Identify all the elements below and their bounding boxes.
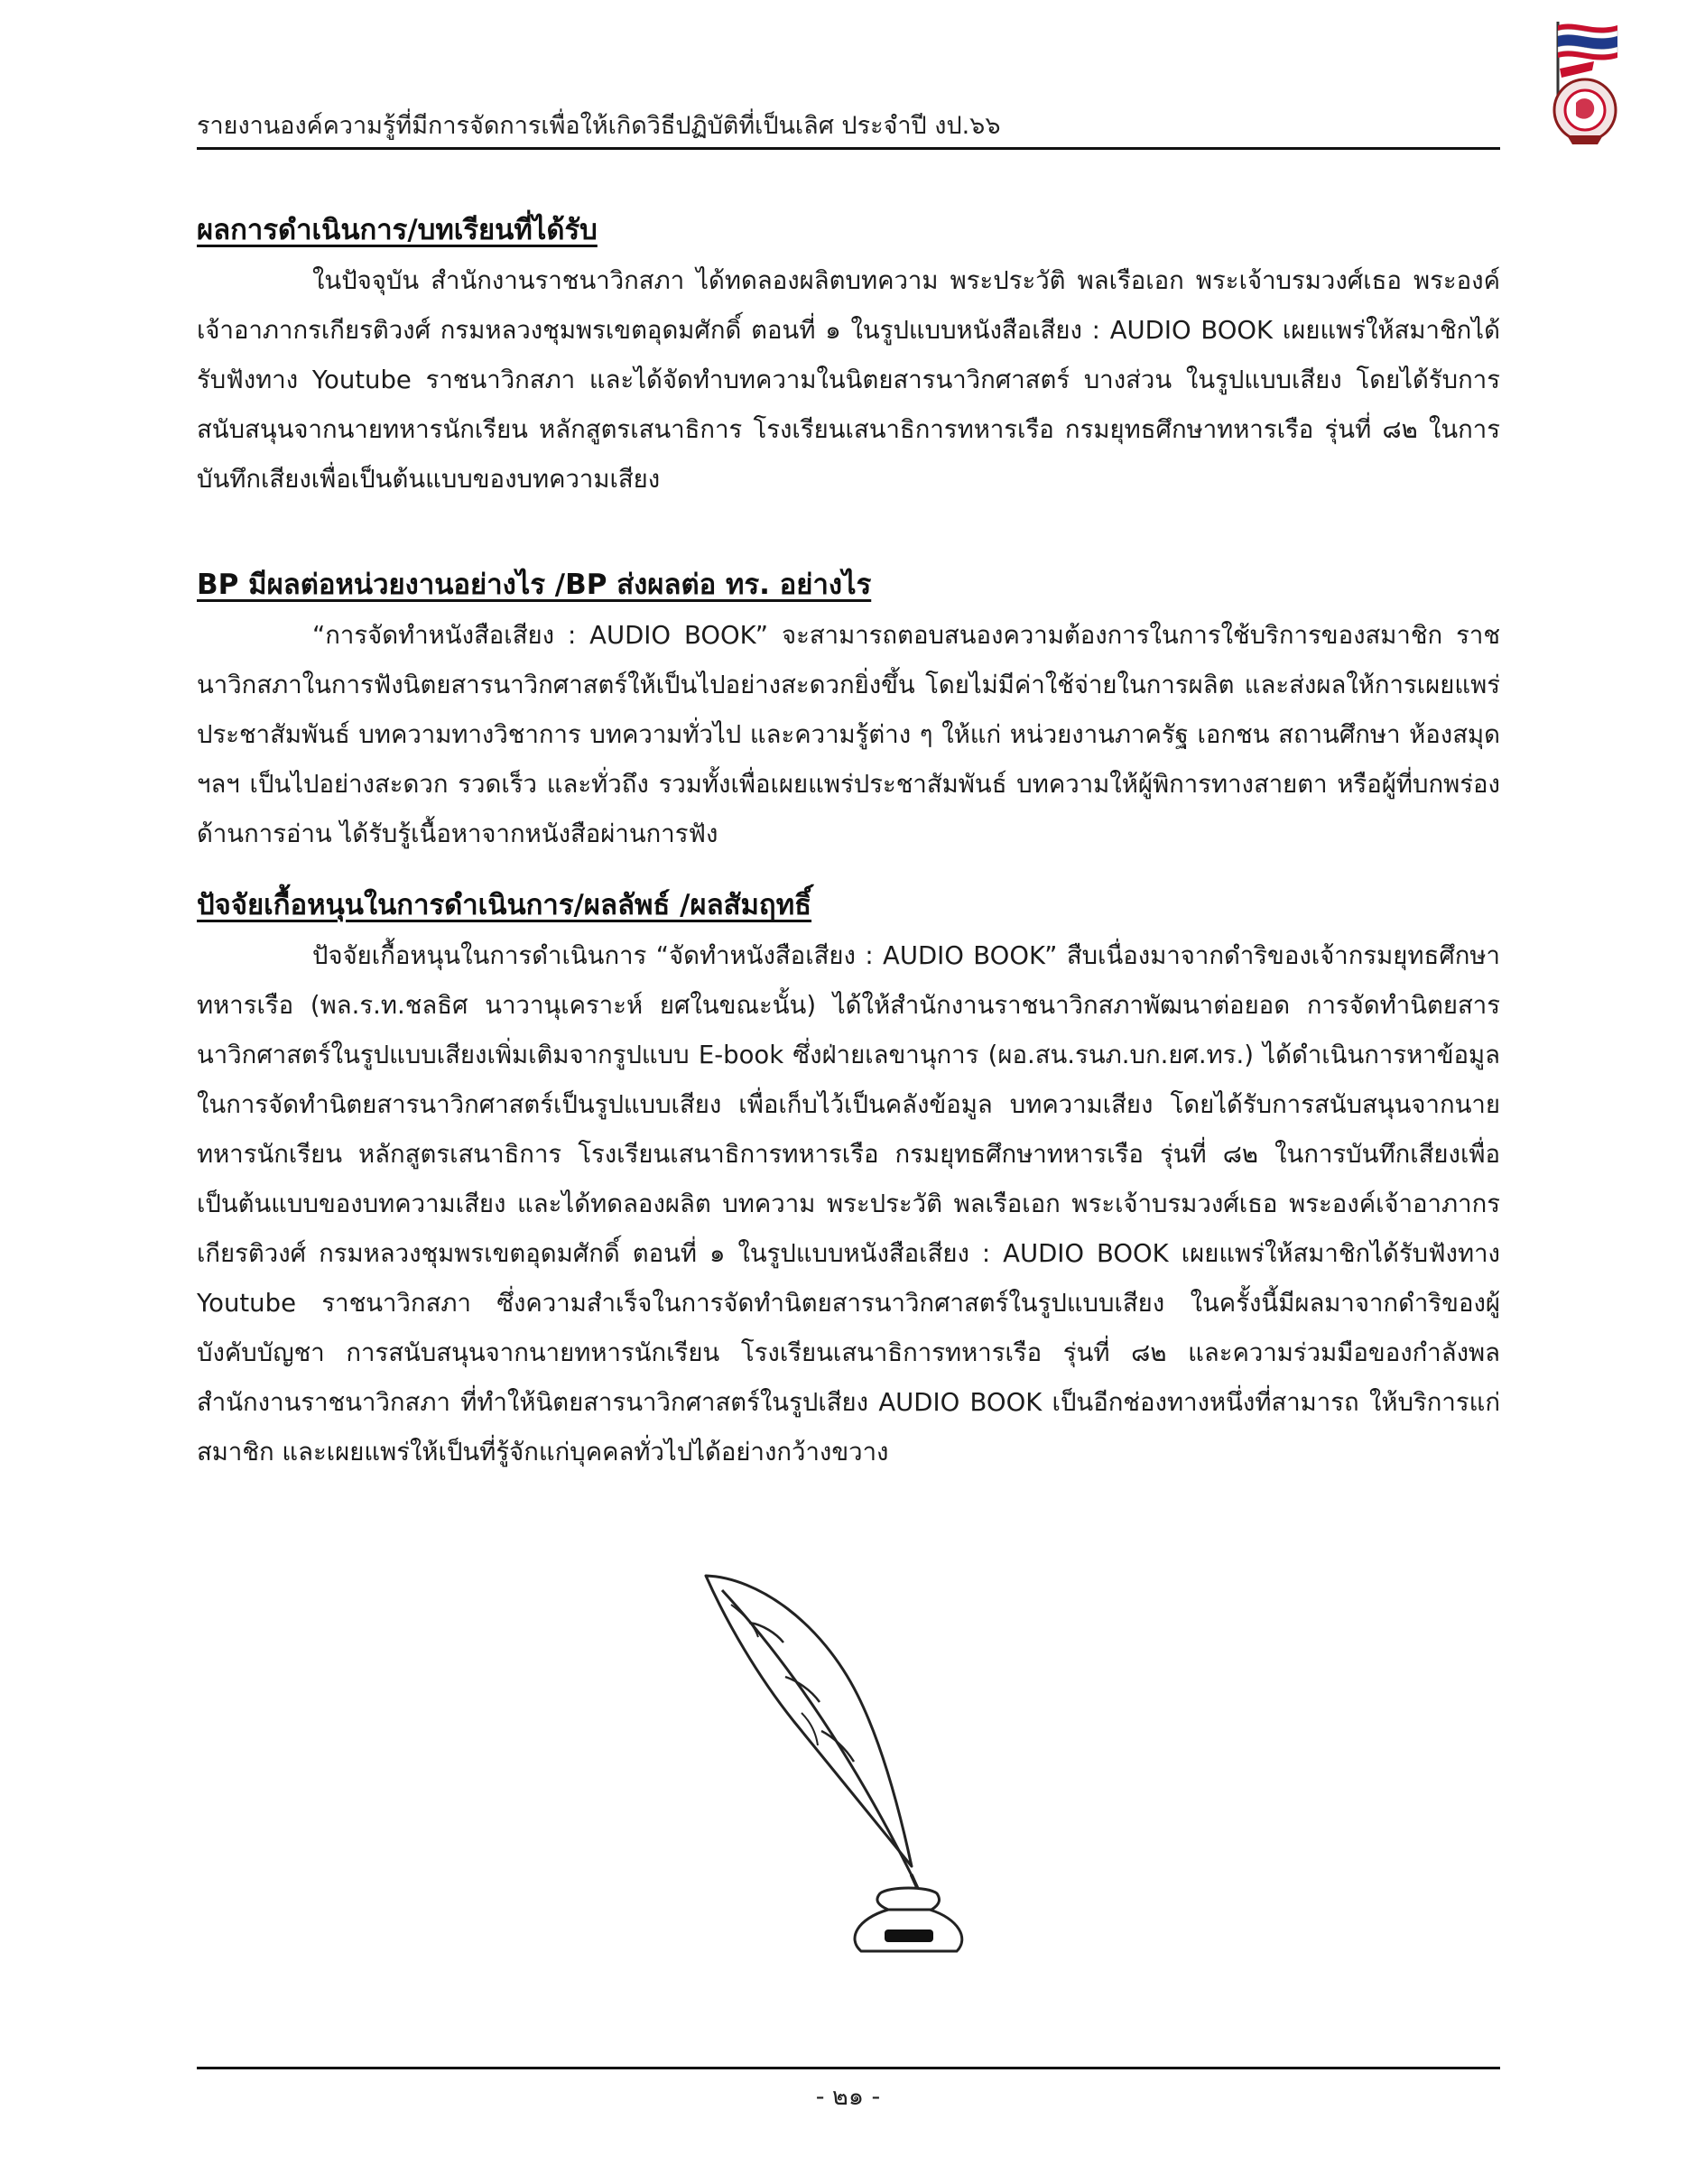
section-heading: BP มีผลต่อหน่วยงานอย่างไร /BP ส่งผลต่อ ทร. อย่างไร [197, 569, 872, 601]
section-heading: ผลการดำเนินการ/บทเรียนที่ได้รับ [197, 214, 598, 246]
section-paragraph: “การจัดทำหนังสือเสียง : AUDIO BOOK” จะสามารถตอบสนองความต้องการในการใช้บริการของสมาชิก ราชนาวิกสภาในการฟังนิตยสารนาวิกศาสตร์ให้เป็นไปอย่างสะดวกยิ่งขึ้น โดยไม่มีค่าใช้จ่ายในการผลิต และส่งผลให้การเผยแพร่ประชาสัมพันธ์ บทความทางวิชาการ บทความทั่วไป และความรู้ต่าง ๆ ให้แก่ หน่วยงานภาครัฐ เอกชน สถานศึกษา ห้องสมุด ฯลฯ เป็นไปอย่างสะดวก รวดเร็ว และทั่วถึง รวมทั้งเพื่อเผยแพร่ประชาสัมพันธ์ บทความให้ผู้พิการทางสายตา หรือผู้ที่บกพร่องด้านการอ่าน ได้รับรู้เนื้อหาจากหนังสือผ่านการฟัง [197, 621, 1500, 848]
footer-divider [197, 2067, 1500, 2069]
header-divider [197, 147, 1500, 150]
section-heading: ปัจจัยเกื้อหนุนในการดำเนินการ/ผลลัพธ์ /ผลสัมฤทธิ์ [197, 889, 812, 921]
section-bp-impact [197, 564, 1500, 859]
page-header-title: รายงานองค์ความรู้ที่มีการจัดการเพื่อให้เกิดวิธีปฏิบัติที่เป็นเลิศ ประจำปี งป.๖๖ [197, 112, 1001, 140]
section-paragraph: ในปัจจุบัน สำนักงานราชนาวิกสภา ได้ทดลองผลิตบทความ พระประวัติ พลเรือเอก พระเจ้าบรมวงศ์เธอ พระองค์เจ้าอาภากรเกียรติวงศ์ กรมหลวงชุมพรเขตอุดมศักดิ์ ตอนที่ ๑ ในรูปแบบหนังสือเสียง : AUDIO BOOK เผยแพร่ให้สมาชิกได้รับฟังทาง Youtube ราชนาวิกสภา และได้จัดทำบทความในนิตยสารนาวิกศาสตร์ บางส่วน ในรูปแบบเสียง โดยได้รับการสนับสนุนจากนายทหารนักเรียน หลักสูตรเสนาธิการ โรงเรียนเสนาธิการทหารเรือ กรมยุทธศึกษาทหารเรือ รุ่นที่ ๘๒ ในการบันทึกเสียงเพื่อเป็นต้นแบบของบทความเสียง [197, 266, 1500, 494]
quill-inkwell-icon [695, 1569, 966, 1957]
section-supporting-factors [197, 884, 1500, 1477]
page-number: - ๒๑ - [815, 2083, 881, 2111]
section-results-lessons [197, 209, 1500, 504]
navy-flag-emblem-icon [1540, 16, 1625, 150]
section-paragraph: ปัจจัยเกื้อหนุนในการดำเนินการ “จัดทำหนังสือเสียง : AUDIO BOOK” สืบเนื่องมาจากดำริของเจ้ากรมยุทธศึกษาทหารเรือ (พล.ร.ท.ชลธิศ นาวานุเคราะห์ ยศในขณะนั้น) ได้ให้สำนักงานราชนาวิกสภาพัฒนาต่อยอด การจัดทำนิตยสารนาวิกศาสตร์ในรูปแบบเสียงเพิ่มเติมจากรูปแบบ E-book ซึ่งฝ่ายเลขานุการ (ผอ.สน.รนภ.บก.ยศ.ทร.) ได้ดำเนินการหาข้อมูลในการจัดทำนิตยสารนาวิกศาสตร์เป็นรูปแบบเสียง เพื่อเก็บไว้เป็นคลังข้อมูล บทความเสียง โดยได้รับการสนับสนุนจากนายทหารนักเรียน หลักสูตรเสนาธิการ โรงเรียนเสนาธิการทหารเรือ กรมยุทธศึกษาทหารเรือ รุ่นที่ ๘๒ ในการบันทึกเสียงเพื่อเป็นต้นแบบของบทความเสียง และได้ทดลองผลิต บทความ พระประวัติ พลเรือเอก พระเจ้าบรมวงศ์เธอ พระองค์เจ้าอาภากรเกียรติวงศ์ กรมหลวงชุมพรเขตอุดมศักดิ์ ตอนที่ ๑ ในรูปแบบหนังสือเสียง : AUDIO BOOK เผยแพร่ให้สมาชิกได้รับฟังทาง Youtube ราชนาวิกสภา ซึ่งความสำเร็จในการจัดทำนิตยสารนาวิกศาสตร์ในรูปแบบเสียง ในครั้งนี้มีผลมาจากดำริของผู้บังคับบัญชา การสนับสนุนจากนายทหารนักเรียน โรงเรียนเสนาธิการทหารเรือ รุ่นที่ ๘๒ และความร่วมมือของกำลังพล สำนักงานราชนาวิกสภา ที่ทำให้นิตยสารนาวิกศาสตร์ในรูปเสียง AUDIO BOOK เป็นอีกช่องทางหนึ่งที่สามารถ ให้บริการแก่สมาชิก และเผยแพร่ให้เป็นที่รู้จักแก่บุคคลทั่วไปได้อย่างกว้างขวาง [197, 941, 1500, 1467]
